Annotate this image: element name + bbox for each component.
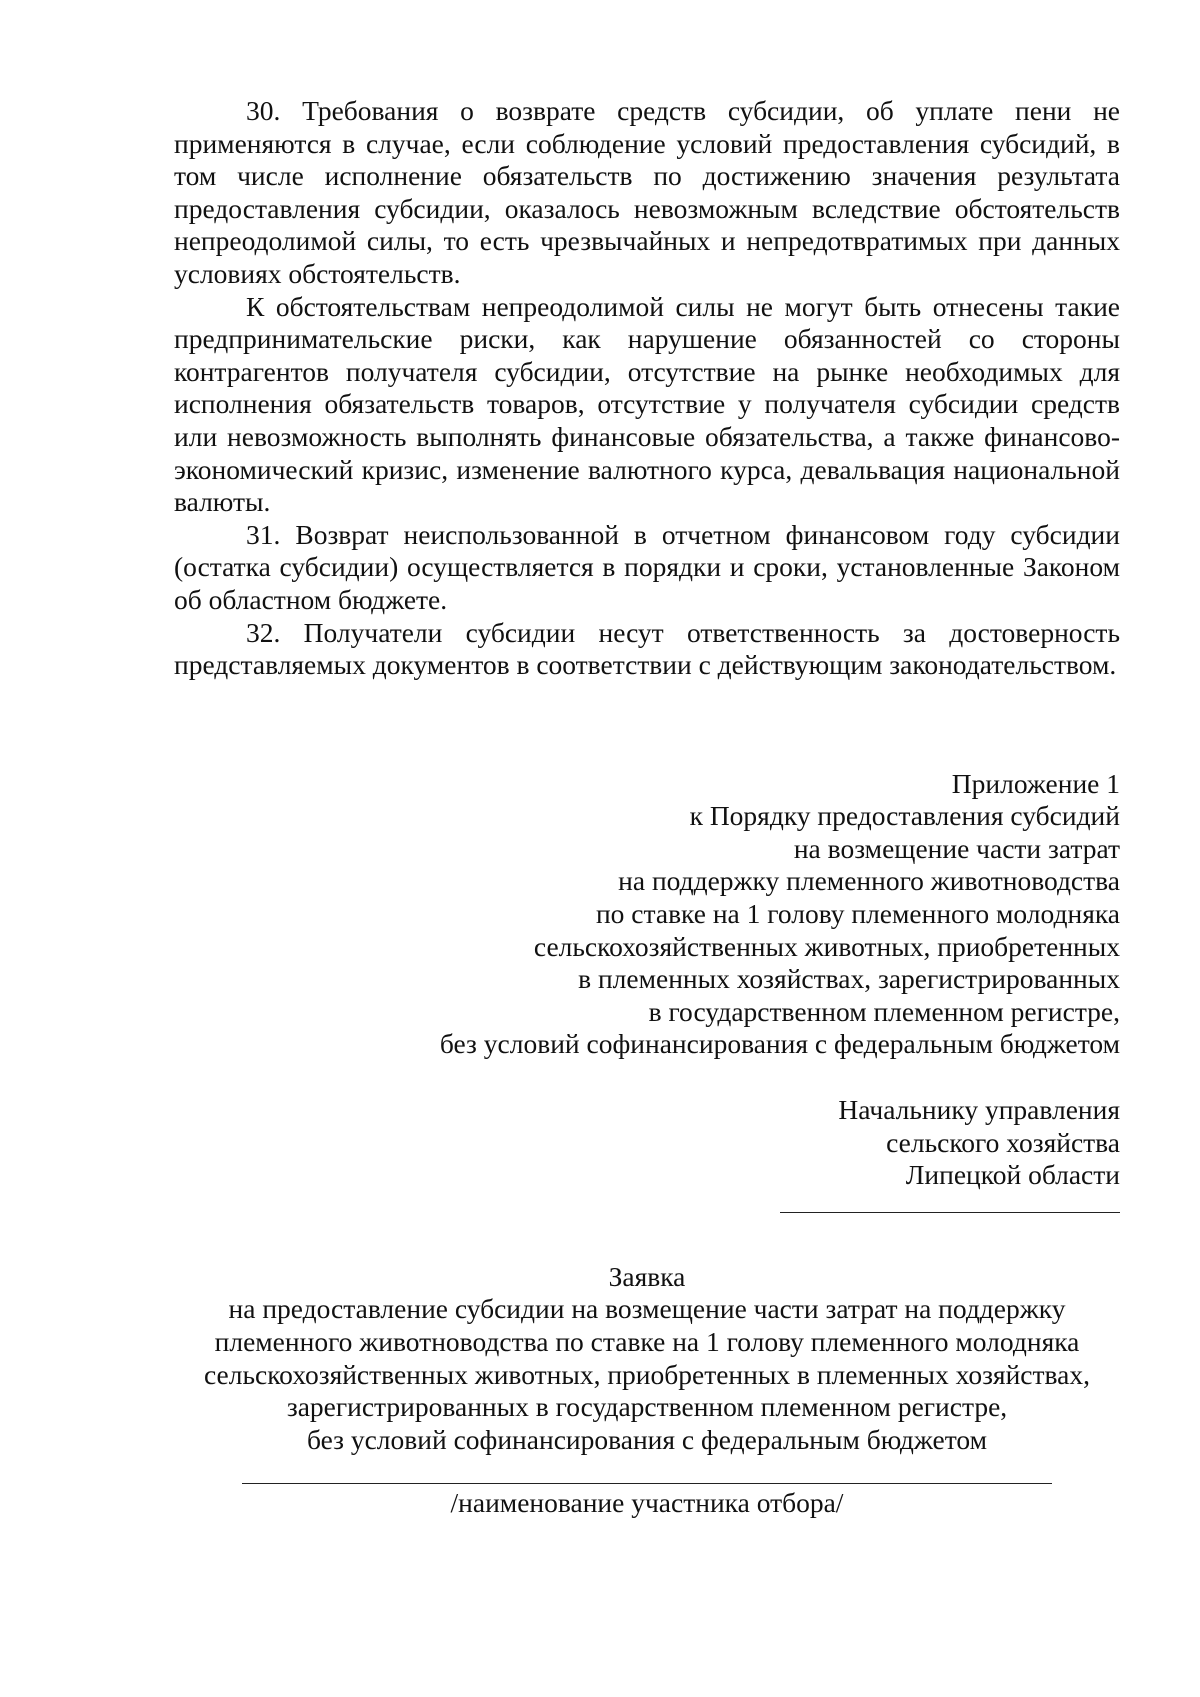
appendix-line: на поддержку племенного животноводства: [618, 865, 1120, 897]
application-subtitle-line: без условий софинансирования с федеральным бюджетом: [306, 1423, 988, 1455]
appendix-line: Приложение 1: [951, 767, 1120, 799]
application-subtitle-line: племенного животноводства по ставке на 1 голову племенного молодняка: [214, 1326, 1080, 1357]
participant-name-blank-line: [242, 1483, 1052, 1484]
appendix-line: в государственном племенном регистре,: [648, 995, 1120, 1027]
appendix-line: по ставке на 1 голову племенного молодняка: [595, 898, 1120, 930]
application-subtitle-line: зарегистрированных в государственном племенном регистре,: [286, 1391, 1008, 1423]
participant-name-caption: /наименование участника отбора/: [450, 1487, 844, 1519]
application-subtitle-line: на предоставление субсидии на возмещение части затрат на поддержку: [228, 1293, 1066, 1325]
application-heading: [174, 1261, 1120, 1457]
appendix-line: в племенных хозяйствах, зарегистрированных: [578, 963, 1120, 995]
paragraph-32: 32. Получатели субсидии несут ответственность за достоверность представляемых документов в соответствии с действующим законодательством.: [174, 616, 1120, 681]
addressee-block: [174, 1094, 1120, 1192]
application-subtitle-line: сельскохозяйственных животных, приобретенных в племенных хозяйствах,: [204, 1358, 1090, 1390]
appendix-line: без условий софинансирования с федеральным бюджетом: [439, 1028, 1120, 1060]
addressee-line: Липецкой области: [905, 1159, 1120, 1191]
appendix-line: сельскохозяйственных животных, приобретенных: [533, 930, 1120, 962]
paragraph-force-majeure: К обстоятельствам непреодолимой силы не могут быть отнесены такие предпринимательские риски, как нарушение обязанностей со стороны контрагентов получателя субсидии, отсутствие на рынке необходимых для исполнения обязательств товаров, отсутствие у получателя субсидии средств или невозможность выполнять финансовые обязательства, а также финансово-экономический кризис, изменение валютного курса, девальвация национальной валюты.: [174, 290, 1120, 518]
appendix-header: [174, 768, 1120, 1061]
appendix-line: к Порядку предоставления субсидий: [689, 800, 1120, 832]
signature-blank-line: [780, 1212, 1120, 1213]
paragraph-31: 31. Возврат неиспользованной в отчетном финансовом году субсидии (остатка субсидии) осуществляется в порядки и сроки, установленные Законом об областном бюджете.: [174, 518, 1120, 615]
document-page: [174, 95, 1120, 1520]
appendix-line: на возмещение части затрат: [793, 832, 1120, 864]
application-title: Заявка: [608, 1260, 686, 1292]
addressee-line: Начальнику управления: [838, 1094, 1120, 1126]
addressee-line: сельского хозяйства: [886, 1126, 1120, 1158]
paragraph-30: 30. Требования о возврате средств субсидии, об уплате пени не применяются в случае, если соблюдение условий предоставления субсидий, в том числе исполнение обязательств по достижению значения результата предоставления субсидии, оказалось невозможным вследствие обстоятельств непреодолимой силы, то есть чрезвычайных и непредотвратимых при данных условиях обстоятельств.: [174, 95, 1120, 289]
